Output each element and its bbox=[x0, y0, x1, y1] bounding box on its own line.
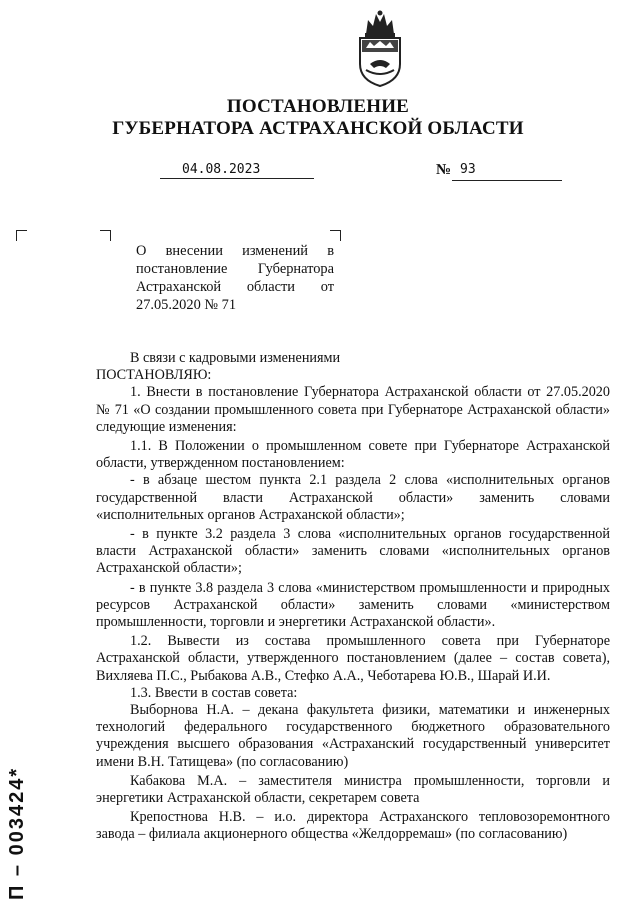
body-line: следующие изменения: bbox=[96, 418, 237, 435]
body-line: - в пункте 3.8 раздела 3 слова «министерством промышленности и природных bbox=[130, 579, 610, 596]
body-line: имени В.Н. Татищева» (по согласованию) bbox=[96, 753, 349, 770]
body-line: - в пункте 3.2 раздела 3 слова «исполнительных органов государственной bbox=[130, 526, 610, 543]
body-line: 1. Внести в постановление Губернатора Астраханской области от 27.05.2020 bbox=[130, 384, 610, 401]
body-line: Кабакова М.А. – заместителя министра промышленности, торговли и bbox=[130, 772, 610, 789]
body-line: Выборнова Н.А. – декана факультета физики, математики и инженерных bbox=[130, 702, 610, 719]
document-title-line2: ГУБЕРНАТОРА АСТРАХАНСКОЙ ОБЛАСТИ bbox=[112, 118, 524, 139]
body-line: 1.3. Ввести в состав совета: bbox=[130, 684, 298, 701]
body-line: 1.2. Вывести из состава промышленного совета при Губернаторе bbox=[130, 633, 610, 650]
number-underline bbox=[452, 180, 562, 181]
body-line: В связи с кадровыми изменениями bbox=[130, 350, 341, 366]
body-line: ресурсов Астраханской области» заменить словами «министерством bbox=[96, 596, 610, 613]
body-line: учреждения высшего образования «Астраханский государственный университет bbox=[96, 736, 610, 753]
subject-line: постановление Губернатора bbox=[136, 261, 334, 277]
coat-of-arms-emblem bbox=[352, 8, 408, 88]
corner-mark-left bbox=[16, 230, 27, 241]
corner-mark-subject-right bbox=[330, 230, 341, 241]
body-line: - в абзаце шестом пункта 2.1 раздела 2 слова «исполнительных органов bbox=[130, 472, 610, 489]
body-line: технологий федерального государственного бюджетного образовательного bbox=[96, 719, 610, 736]
body-line: Вихляева П.С., Рыбакова А.В., Стефко А.А., Чеботарева Ю.В., Шарай И.И. bbox=[96, 667, 551, 684]
subject-line: Астраханской области от bbox=[136, 279, 334, 295]
body-line: области, утвержденном постановлением: bbox=[96, 455, 345, 472]
body-line: энергетики Астраханской области, секретарем совета bbox=[96, 790, 420, 807]
document-body bbox=[96, 350, 610, 844]
corner-mark-subject-left bbox=[100, 230, 111, 241]
document-date: 04.08.2023 bbox=[182, 162, 261, 177]
body-line: Астраханской области»; bbox=[96, 560, 242, 577]
serial-number-stamp: П – 003424* bbox=[6, 766, 28, 900]
body-line: государственной власти Астраханской области» заменить словами bbox=[96, 489, 610, 506]
document-number: 93 bbox=[460, 162, 476, 177]
body-line: Астраханской области, утвержденного постановлением (далее – состав совета), bbox=[96, 650, 610, 667]
date-underline bbox=[160, 178, 314, 179]
body-line: 1.1. В Положении о промышленном совете при Губернаторе Астраханской bbox=[130, 438, 610, 455]
body-line: ПОСТАНОВЛЯЮ: bbox=[96, 367, 212, 384]
body-line: № 71 «О создании промышленного совета при Губернаторе Астраханской области» bbox=[96, 401, 610, 418]
subject-line: О внесении изменений в bbox=[136, 243, 334, 259]
document-title-line1: ПОСТАНОВЛЕНИЕ bbox=[226, 96, 410, 117]
body-line: власти Астраханской области» заменить словами «исполнительных органов bbox=[96, 543, 610, 560]
document-subject bbox=[136, 242, 334, 314]
body-line: Крепостнова Н.В. – и.о. директора Астраханского тепловозоремонтного bbox=[130, 809, 610, 826]
body-line: промышленности, торговли и энергетики Астраханской области». bbox=[96, 614, 496, 631]
body-line: завода – филиала акционерного общества «Желдорремаш» (по согласованию) bbox=[96, 826, 568, 843]
body-line: «исполнительных органов Астраханской области»; bbox=[96, 506, 405, 523]
subject-line: 27.05.2020 № 71 bbox=[136, 297, 237, 313]
number-sign: № bbox=[436, 162, 452, 178]
